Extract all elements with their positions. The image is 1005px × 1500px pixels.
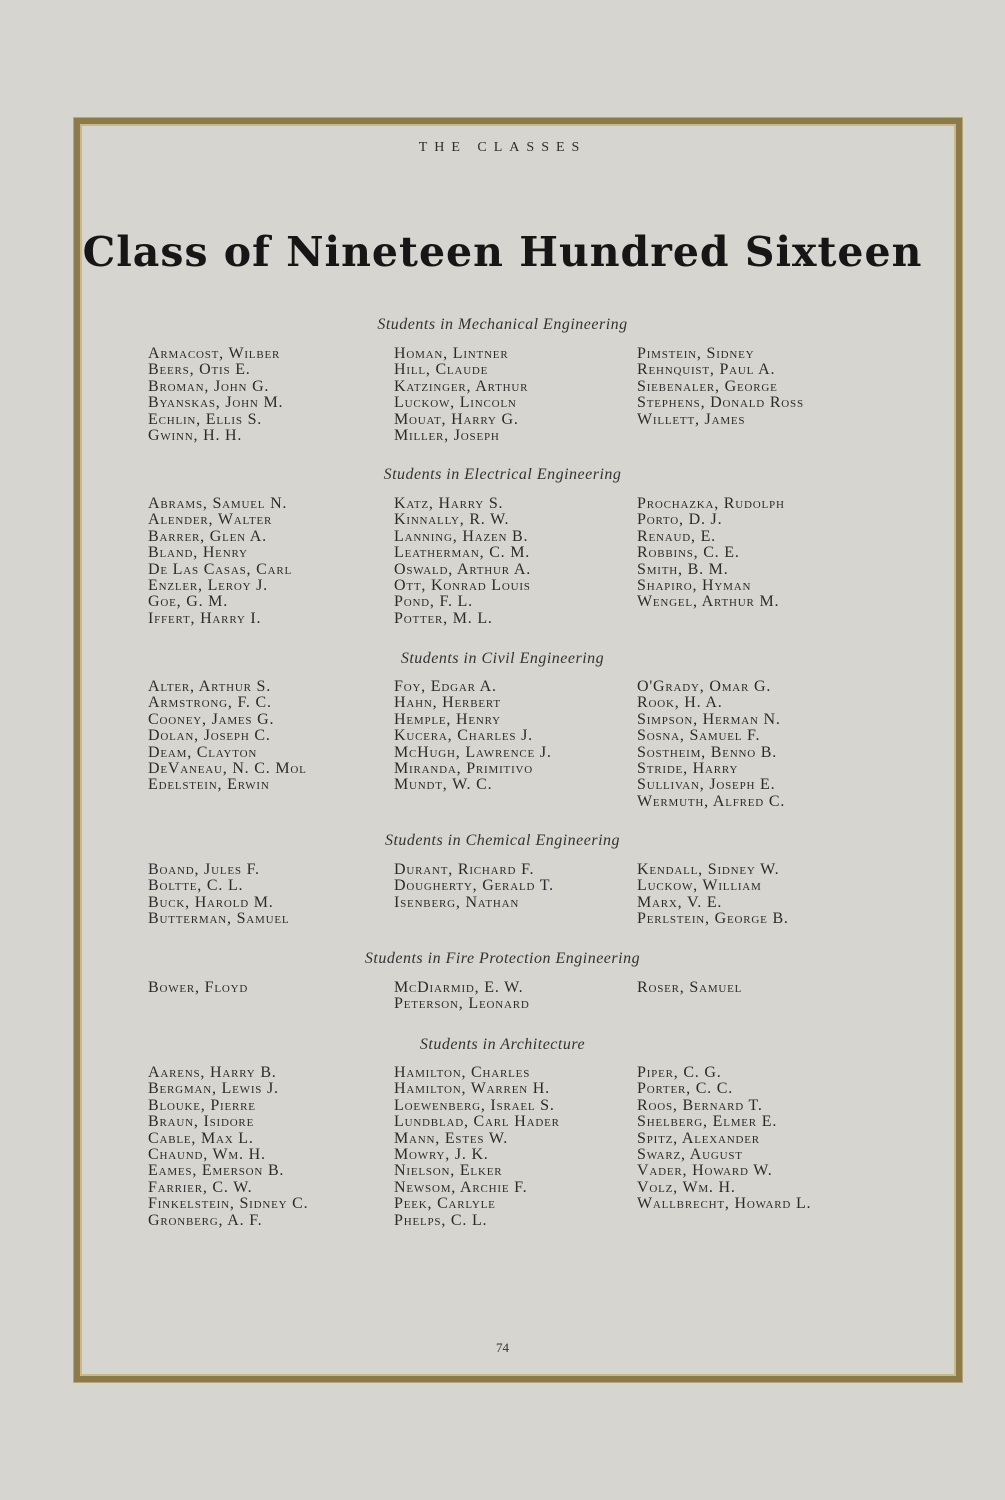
name-column	[637, 862, 789, 928]
student-name: Perlstein, George B.	[637, 910, 789, 928]
student-name: Cooney, James G.	[148, 710, 275, 728]
student-name: Newsom, Archie F.	[394, 1178, 528, 1196]
student-name: Echlin, Ellis S.	[148, 410, 263, 428]
student-name: Peek, Carlyle	[394, 1195, 496, 1213]
student-name: Foy, Edgar A.	[394, 678, 497, 695]
student-name: Byanskas, John M.	[148, 394, 284, 412]
student-name: DeVaneau, N. C. Mol	[148, 760, 307, 778]
student-name: Eames, Emerson B.	[148, 1162, 285, 1180]
student-name: Goe, G. M.	[148, 593, 228, 611]
student-name: Piper, C. G.	[637, 1064, 722, 1081]
name-column	[148, 1065, 308, 1229]
section-heading-electrical: Students in Electrical Engineering	[383, 466, 622, 483]
section-heading-civil: Students in Civil Engineering	[400, 650, 605, 667]
student-name: Lanning, Hazen B.	[394, 527, 529, 545]
student-name: Porter, C. C.	[637, 1080, 734, 1098]
student-name: Edelstein, Erwin	[148, 776, 270, 794]
student-name: Bower, Floyd	[148, 979, 249, 996]
running-head: THE CLASSES	[418, 140, 587, 155]
name-column	[637, 980, 742, 996]
student-name: Boltte, C. L.	[148, 877, 244, 895]
student-name: Marx, V. E.	[637, 893, 723, 911]
student-name: Roos, Bernard T.	[637, 1096, 763, 1114]
name-column	[394, 496, 531, 627]
student-name: Volz, Wm. H.	[637, 1178, 736, 1196]
student-name: Willett, James	[637, 410, 746, 428]
student-name: Gwinn, H. H.	[148, 427, 243, 445]
student-name: Nielson, Elker	[394, 1162, 503, 1180]
student-name: Kucera, Charles J.	[394, 727, 533, 745]
student-name: Broman, John G.	[148, 377, 270, 395]
student-name: Beers, Otis E.	[148, 361, 251, 379]
student-name: Sostheim, Benno B.	[637, 743, 778, 761]
student-name: McDiarmid, E. W.	[394, 979, 524, 996]
student-name: Pimstein, Sidney	[637, 345, 755, 362]
student-name: Potter, M. L.	[394, 609, 493, 627]
student-name: Kinnally, R. W.	[394, 511, 510, 529]
student-name: Katz, Harry S.	[394, 495, 504, 512]
student-name: Oswald, Arthur A.	[394, 560, 532, 578]
student-name: Shapiro, Hyman	[637, 577, 752, 595]
student-name: Armstrong, F. C.	[148, 694, 272, 712]
student-name: Simpson, Herman N.	[637, 710, 781, 728]
student-name: Homan, Lintner	[394, 345, 509, 362]
student-name: Mundt, W. C.	[394, 776, 493, 794]
student-name: Porto, D. J.	[637, 511, 723, 529]
student-name: Vader, Howard W.	[637, 1162, 773, 1180]
student-name: Leatherman, C. M.	[394, 544, 531, 562]
student-name: Durant, Richard F.	[394, 861, 535, 878]
name-column	[637, 1065, 811, 1213]
student-name: Miller, Joseph	[394, 427, 500, 445]
student-name: Enzler, Leroy J.	[148, 577, 268, 595]
student-name: Loewenberg, Israel S.	[394, 1096, 555, 1114]
student-name: Buck, Harold M.	[148, 893, 274, 911]
student-name: Robbins, C. E.	[637, 544, 740, 562]
student-name: Gronberg, A. F.	[148, 1211, 263, 1229]
student-name: De Las Casas, Carl	[148, 560, 292, 578]
student-name: Swarz, August	[637, 1146, 743, 1164]
name-column	[394, 679, 552, 794]
page-title: Class of Nineteen Hundred Sixteen	[82, 228, 923, 276]
student-name: Chaund, Wm. H.	[148, 1146, 266, 1164]
student-name: O'Grady, Omar G.	[637, 678, 772, 695]
student-name: Aarens, Harry B.	[148, 1064, 277, 1081]
name-column	[394, 346, 528, 444]
student-name: Renaud, E.	[637, 527, 716, 545]
student-name: Rook, H. A.	[637, 694, 723, 712]
student-name: Prochazka, Rudolph	[637, 495, 785, 512]
student-name: Wermuth, Alfred C.	[637, 792, 786, 810]
student-name: Dougherty, Gerald T.	[394, 877, 554, 895]
student-name: Wengel, Arthur M.	[637, 593, 780, 611]
student-name: Bland, Henry	[148, 544, 248, 562]
student-name: Cable, Max L.	[148, 1129, 254, 1147]
student-name: Mowry, J. K.	[394, 1146, 489, 1164]
name-column	[394, 862, 554, 911]
student-name: Mouat, Harry G.	[394, 410, 519, 428]
student-name: Siebenaler, George	[637, 377, 778, 395]
name-column	[148, 862, 289, 928]
student-name: Wallbrecht, Howard L.	[637, 1195, 812, 1213]
student-name: Stride, Harry	[637, 760, 739, 778]
student-name: Braun, Isidore	[148, 1113, 255, 1131]
student-name: Butterman, Samuel	[148, 910, 290, 928]
name-column	[148, 980, 248, 996]
student-name: Farrier, C. W.	[148, 1178, 253, 1196]
student-name: Katzinger, Arthur	[394, 377, 529, 395]
student-name: Pond, F. L.	[394, 593, 473, 611]
section-heading-chemical: Students in Chemical Engineering	[384, 832, 621, 849]
name-column	[637, 496, 785, 611]
student-name: Armacost, Wilber	[148, 345, 281, 362]
student-name: Isenberg, Nathan	[394, 893, 520, 911]
student-name: Sosna, Samuel F.	[637, 727, 761, 745]
student-name: Shelberg, Elmer E.	[637, 1113, 778, 1131]
student-name: Bergman, Lewis J.	[148, 1080, 279, 1098]
student-name: Miranda, Primitivo	[394, 760, 534, 778]
name-column	[637, 346, 804, 428]
name-column	[148, 496, 292, 627]
student-name: Dolan, Joseph C.	[148, 727, 271, 745]
student-name: Blouke, Pierre	[148, 1096, 256, 1114]
student-name: Boand, Jules F.	[148, 861, 260, 878]
student-name: Alter, Arthur S.	[148, 678, 272, 695]
student-name: Hamilton, Charles	[394, 1064, 531, 1081]
student-name: Stephens, Donald Ross	[637, 394, 804, 412]
student-name: Deam, Clayton	[148, 743, 258, 761]
name-column	[148, 346, 283, 444]
student-name: Peterson, Leonard	[394, 995, 530, 1013]
student-name: Hamilton, Warren H.	[394, 1080, 550, 1098]
student-name: Hill, Claude	[394, 361, 489, 379]
student-name: Rehnquist, Paul A.	[637, 361, 776, 379]
student-name: Sullivan, Joseph E.	[637, 776, 776, 794]
student-name: Phelps, C. L.	[394, 1211, 488, 1229]
student-name: Barrer, Glen A.	[148, 527, 267, 545]
section-heading-mechanical: Students in Mechanical Engineering	[377, 316, 628, 333]
student-name: Kendall, Sidney W.	[637, 861, 780, 878]
student-name: Smith, B. M.	[637, 560, 729, 578]
student-name: Hemple, Henry	[394, 710, 501, 728]
student-name: Abrams, Samuel N.	[148, 495, 288, 512]
student-name: Luckow, Lincoln	[394, 394, 517, 412]
page-number: 74	[496, 1340, 509, 1355]
student-name: Spitz, Alexander	[637, 1129, 760, 1147]
student-name: McHugh, Lawrence J.	[394, 743, 552, 761]
name-column	[637, 679, 785, 810]
student-name: Finkelstein, Sidney C.	[148, 1195, 309, 1213]
student-name: Lundblad, Carl Hader	[394, 1113, 560, 1131]
student-name: Alender, Walter	[148, 511, 273, 529]
section-heading-architecture: Students in Architecture	[419, 1036, 586, 1053]
student-name: Ott, Konrad Louis	[394, 577, 531, 595]
student-name: Hahn, Herbert	[394, 694, 501, 712]
student-name: Mann, Estes W.	[394, 1129, 509, 1147]
section-heading-fire-protection: Students in Fire Protection Engineering	[364, 950, 641, 967]
student-name: Iffert, Harry I.	[148, 609, 262, 627]
name-column	[394, 980, 530, 1013]
student-name: Luckow, William	[637, 877, 762, 895]
name-column	[394, 1065, 560, 1229]
student-name: Roser, Samuel	[637, 979, 743, 996]
name-column	[148, 679, 307, 794]
